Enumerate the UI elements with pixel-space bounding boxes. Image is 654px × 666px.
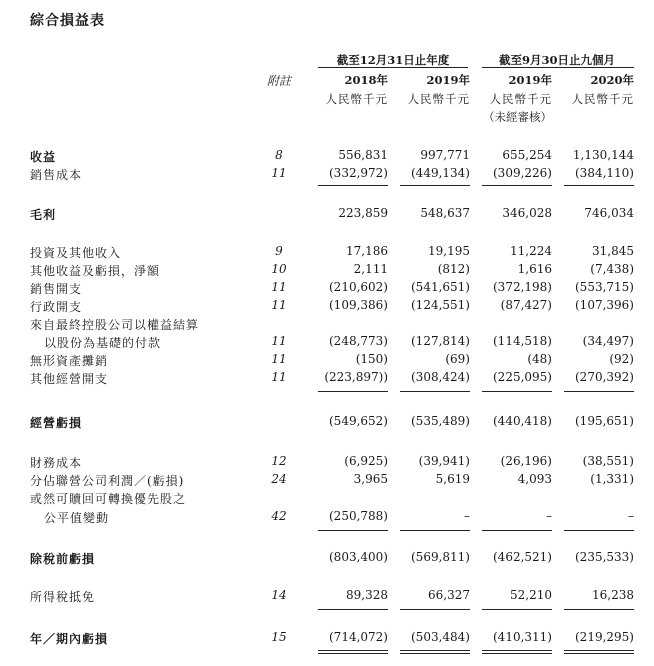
row-note: 11	[271, 280, 287, 294]
row-value: (549,652)	[329, 414, 388, 428]
header-unaudited: （未經審核）	[483, 110, 552, 124]
subtotal-rule	[318, 530, 388, 531]
row-value: (223,897))	[324, 370, 388, 384]
header-unit: 人民幣千元	[489, 92, 552, 106]
subtotal-rule	[400, 391, 470, 392]
row-value: (440,418)	[493, 414, 552, 428]
table-row	[0, 414, 654, 432]
row-value: –	[546, 509, 552, 523]
row-label: 分佔聯營公司利潤／(虧損)	[30, 474, 185, 488]
row-value: (1,331)	[590, 472, 634, 486]
row-value: (569,811)	[411, 550, 470, 564]
row-value: (541,651)	[411, 280, 470, 294]
row-value: (219,295)	[575, 630, 634, 644]
subtotal-rule	[318, 185, 388, 186]
row-value: (39,941)	[418, 454, 470, 468]
table-row	[0, 509, 654, 527]
row-label: 毛利	[30, 208, 57, 222]
table-row	[0, 244, 654, 262]
row-value: (309,226)	[493, 166, 552, 180]
row-value: (372,198)	[493, 280, 552, 294]
subtotal-rule	[564, 609, 634, 610]
row-value: 31,845	[592, 244, 634, 258]
subtotal-rule	[564, 530, 634, 531]
row-note: 11	[271, 370, 287, 384]
row-value: 17,186	[346, 244, 388, 258]
row-label: 財務成本	[30, 456, 83, 470]
row-label: 所得稅抵免	[30, 590, 96, 604]
subtotal-rule	[482, 185, 552, 186]
table-row	[0, 472, 654, 490]
row-value: (34,497)	[582, 334, 634, 348]
row-label-continued: 公平值變動	[44, 511, 110, 525]
row-label: 其他收益及虧損，淨額	[30, 264, 161, 278]
row-note: 11	[271, 298, 287, 312]
row-value: (109,386)	[329, 298, 388, 312]
row-note: 24	[271, 472, 287, 486]
page-title: 綜合損益表	[30, 13, 105, 29]
row-value: (308,424)	[411, 370, 470, 384]
row-note: 42	[271, 509, 287, 523]
row-label: 投資及其他收入	[30, 246, 122, 260]
row-value: (503,484)	[411, 630, 470, 644]
row-value: 223,859	[338, 206, 388, 220]
total-double-rule	[318, 650, 388, 654]
row-label: 無形資產攤銷	[30, 354, 109, 368]
table-row	[0, 550, 654, 568]
row-value: (250,788)	[329, 509, 388, 523]
row-value: 4,093	[517, 472, 552, 486]
row-value: (235,533)	[575, 550, 634, 564]
row-value: (150)	[355, 352, 388, 366]
table-row	[0, 490, 654, 508]
header-group-rule	[318, 67, 468, 68]
row-value: (248,773)	[329, 334, 388, 348]
row-value: (803,400)	[329, 550, 388, 564]
table-row	[0, 148, 654, 166]
row-label: 經營虧損	[30, 416, 83, 430]
row-note: 12	[271, 454, 287, 468]
row-value: 746,034	[584, 206, 634, 220]
row-note: 14	[271, 588, 287, 602]
row-value: 548,637	[420, 206, 470, 220]
header-group-nine-months: 截至9月30日止九個月	[498, 53, 615, 67]
row-label: 銷售開支	[30, 282, 83, 296]
row-value: (7,438)	[590, 262, 634, 276]
table-row	[0, 166, 654, 184]
row-note: 11	[271, 352, 287, 366]
row-value: (384,110)	[575, 166, 634, 180]
row-value: 655,254	[502, 148, 552, 162]
row-value: –	[464, 509, 470, 523]
row-value: 3,965	[353, 472, 388, 486]
row-value: 1,616	[517, 262, 552, 276]
table-row	[0, 298, 654, 316]
row-value: (332,972)	[329, 166, 388, 180]
row-value: –	[628, 509, 634, 523]
subtotal-rule	[400, 609, 470, 610]
row-value: (124,551)	[411, 298, 470, 312]
row-value: 89,328	[346, 588, 388, 602]
table-row	[0, 454, 654, 472]
row-value: (449,134)	[411, 166, 470, 180]
subtotal-rule	[318, 609, 388, 610]
row-value: 52,210	[510, 588, 552, 602]
table-row	[0, 334, 654, 352]
row-value: (410,311)	[493, 630, 552, 644]
row-value: (210,602)	[329, 280, 388, 294]
row-label: 年／期內虧損	[30, 632, 109, 646]
row-value: (38,551)	[582, 454, 634, 468]
header-unit: 人民幣千元	[571, 92, 634, 106]
row-value: (114,518)	[493, 334, 552, 348]
subtotal-rule	[482, 609, 552, 610]
row-value: (462,521)	[493, 550, 552, 564]
row-value: (225,095)	[493, 370, 552, 384]
header-year: 2018年	[344, 73, 388, 87]
table-row	[0, 352, 654, 370]
table-row	[0, 280, 654, 298]
total-double-rule	[400, 650, 470, 654]
row-value: 997,771	[420, 148, 470, 162]
row-value: 16,238	[592, 588, 634, 602]
row-value: (69)	[445, 352, 470, 366]
row-value: 5,619	[435, 472, 470, 486]
row-value: (26,196)	[500, 454, 552, 468]
row-note: 8	[275, 148, 283, 162]
row-value: 556,831	[338, 148, 388, 162]
row-value: (270,392)	[575, 370, 634, 384]
row-value: (127,814)	[411, 334, 470, 348]
row-value: 1,130,144	[572, 148, 634, 162]
table-row	[0, 630, 654, 648]
table-row	[0, 370, 654, 388]
row-value: (812)	[437, 262, 470, 276]
row-value: 346,028	[502, 206, 552, 220]
row-label: 銷售成本	[30, 168, 83, 182]
total-double-rule	[482, 650, 552, 654]
row-label: 來自最終控股公司以權益結算	[30, 318, 200, 332]
subtotal-rule	[482, 530, 552, 531]
header-year: 2019年	[508, 73, 552, 87]
row-note: 10	[271, 262, 287, 276]
row-value: (87,427)	[500, 298, 552, 312]
row-value: (48)	[527, 352, 552, 366]
row-label: 其他經營開支	[30, 372, 109, 386]
subtotal-rule	[400, 185, 470, 186]
row-value: (6,925)	[344, 454, 388, 468]
table-row	[0, 262, 654, 280]
header-unit: 人民幣千元	[407, 92, 470, 106]
row-label: 收益	[30, 150, 57, 164]
subtotal-rule	[400, 530, 470, 531]
subtotal-rule	[318, 391, 388, 392]
row-value: 2,111	[353, 262, 388, 276]
header-group-rule	[482, 67, 634, 68]
row-value: (92)	[609, 352, 634, 366]
table-row	[0, 316, 654, 334]
subtotal-rule	[482, 391, 552, 392]
row-value: (195,651)	[575, 414, 634, 428]
table-row	[0, 206, 654, 224]
header-group-annual: 截至12月31日止年度	[336, 53, 450, 67]
subtotal-rule	[564, 391, 634, 392]
total-double-rule	[564, 650, 634, 654]
row-note: 11	[271, 334, 287, 348]
row-value: 19,195	[428, 244, 470, 258]
row-label: 行政開支	[30, 300, 83, 314]
row-value: 11,224	[510, 244, 552, 258]
row-label-continued: 以股份為基礎的付款	[44, 336, 162, 350]
table-row	[0, 588, 654, 606]
row-label: 或然可贖回可轉換優先股之	[30, 492, 187, 506]
row-value: (107,396)	[575, 298, 634, 312]
row-value: (535,489)	[411, 414, 470, 428]
subtotal-rule	[564, 185, 634, 186]
row-note: 9	[275, 244, 283, 258]
header-note: 附註	[266, 74, 291, 88]
row-value: 66,327	[428, 588, 470, 602]
header-year: 2020年	[590, 73, 634, 87]
row-note: 15	[271, 630, 287, 644]
header-unit: 人民幣千元	[325, 92, 388, 106]
row-note: 11	[271, 166, 287, 180]
row-value: (553,715)	[575, 280, 634, 294]
header-year: 2019年	[426, 73, 470, 87]
row-value: (714,072)	[329, 630, 388, 644]
row-label: 除稅前虧損	[30, 552, 96, 566]
